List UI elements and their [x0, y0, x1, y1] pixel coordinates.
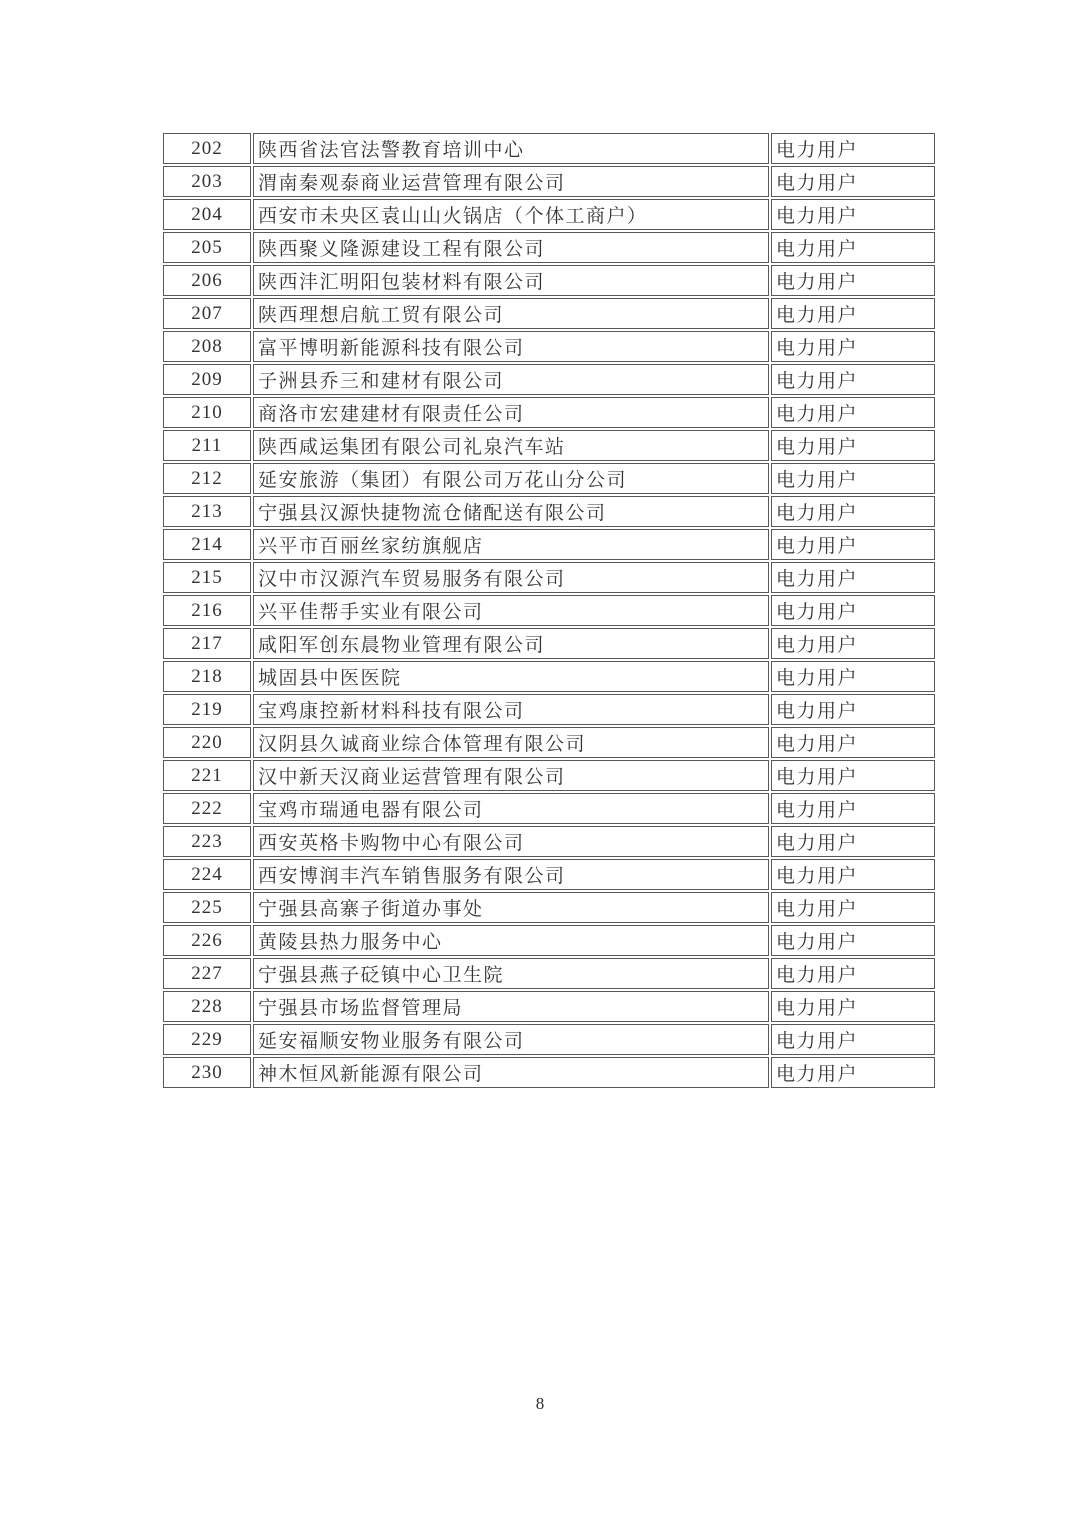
company-name-cell: 西安英格卡购物中心有限公司	[253, 826, 769, 857]
table-row	[163, 1057, 935, 1088]
row-number-cell: 224	[163, 859, 251, 890]
table-row	[163, 298, 935, 329]
table-row	[163, 529, 935, 560]
row-number-cell: 219	[163, 694, 251, 725]
row-number-cell: 226	[163, 925, 251, 956]
company-name-cell: 陕西咸运集团有限公司礼泉汽车站	[253, 430, 769, 461]
table-row	[163, 991, 935, 1022]
table-row	[163, 199, 935, 230]
row-number-cell: 217	[163, 628, 251, 659]
company-name-cell: 宁强县汉源快捷物流仓储配送有限公司	[253, 496, 769, 527]
user-type-cell: 电力用户	[771, 1057, 935, 1088]
user-type-cell: 电力用户	[771, 529, 935, 560]
row-number-cell: 214	[163, 529, 251, 560]
table-row	[163, 265, 935, 296]
table-row	[163, 463, 935, 494]
row-number-cell: 202	[163, 133, 251, 164]
row-number-cell: 221	[163, 760, 251, 791]
company-name-cell: 西安市未央区袁山山火锅店（个体工商户）	[253, 199, 769, 230]
row-number-cell: 228	[163, 991, 251, 1022]
user-type-cell: 电力用户	[771, 430, 935, 461]
company-name-cell: 黄陵县热力服务中心	[253, 925, 769, 956]
table-row	[163, 397, 935, 428]
row-number-cell: 209	[163, 364, 251, 395]
user-type-cell: 电力用户	[771, 331, 935, 362]
user-type-cell: 电力用户	[771, 628, 935, 659]
row-number-cell: 220	[163, 727, 251, 758]
company-name-cell: 汉中市汉源汽车贸易服务有限公司	[253, 562, 769, 593]
users-table	[161, 131, 937, 1090]
table-row	[163, 793, 935, 824]
company-name-cell: 宁强县高寨子街道办事处	[253, 892, 769, 923]
row-number-cell: 222	[163, 793, 251, 824]
company-name-cell: 延安旅游（集团）有限公司万花山分公司	[253, 463, 769, 494]
user-type-cell: 电力用户	[771, 991, 935, 1022]
table-row	[163, 331, 935, 362]
company-name-cell: 宁强县市场监督管理局	[253, 991, 769, 1022]
user-type-cell: 电力用户	[771, 199, 935, 230]
user-type-cell: 电力用户	[771, 133, 935, 164]
user-type-cell: 电力用户	[771, 298, 935, 329]
table-row	[163, 232, 935, 263]
company-name-cell: 陕西理想启航工贸有限公司	[253, 298, 769, 329]
company-name-cell: 延安福顺安物业服务有限公司	[253, 1024, 769, 1055]
company-name-cell: 宝鸡康控新材料科技有限公司	[253, 694, 769, 725]
user-type-cell: 电力用户	[771, 463, 935, 494]
table-row	[163, 364, 935, 395]
table-row	[163, 628, 935, 659]
company-name-cell: 渭南秦观泰商业运营管理有限公司	[253, 166, 769, 197]
row-number-cell: 223	[163, 826, 251, 857]
company-name-cell: 神木恒风新能源有限公司	[253, 1057, 769, 1088]
user-type-cell: 电力用户	[771, 166, 935, 197]
row-number-cell: 210	[163, 397, 251, 428]
company-name-cell: 兴平市百丽丝家纺旗舰店	[253, 529, 769, 560]
user-type-cell: 电力用户	[771, 958, 935, 989]
user-type-cell: 电力用户	[771, 925, 935, 956]
company-name-cell: 陕西沣汇明阳包装材料有限公司	[253, 265, 769, 296]
user-type-cell: 电力用户	[771, 1024, 935, 1055]
company-name-cell: 商洛市宏建建材有限责任公司	[253, 397, 769, 428]
row-number-cell: 229	[163, 1024, 251, 1055]
table-row	[163, 694, 935, 725]
row-number-cell: 205	[163, 232, 251, 263]
company-name-cell: 城固县中医医院	[253, 661, 769, 692]
table-row	[163, 166, 935, 197]
user-type-cell: 电力用户	[771, 727, 935, 758]
user-type-cell: 电力用户	[771, 496, 935, 527]
user-type-cell: 电力用户	[771, 826, 935, 857]
page-number: 8	[535, 1394, 545, 1413]
table-row	[163, 430, 935, 461]
row-number-cell: 208	[163, 331, 251, 362]
table-row	[163, 859, 935, 890]
user-type-cell: 电力用户	[771, 265, 935, 296]
row-number-cell: 218	[163, 661, 251, 692]
company-name-cell: 西安博润丰汽车销售服务有限公司	[253, 859, 769, 890]
user-type-cell: 电力用户	[771, 892, 935, 923]
row-number-cell: 207	[163, 298, 251, 329]
user-type-cell: 电力用户	[771, 793, 935, 824]
row-number-cell: 213	[163, 496, 251, 527]
row-number-cell: 204	[163, 199, 251, 230]
row-number-cell: 206	[163, 265, 251, 296]
table-row	[163, 826, 935, 857]
table-row	[163, 727, 935, 758]
user-type-cell: 电力用户	[771, 859, 935, 890]
user-type-cell: 电力用户	[771, 232, 935, 263]
user-type-cell: 电力用户	[771, 397, 935, 428]
company-name-cell: 宝鸡市瑞通电器有限公司	[253, 793, 769, 824]
user-type-cell: 电力用户	[771, 562, 935, 593]
row-number-cell: 203	[163, 166, 251, 197]
user-type-cell: 电力用户	[771, 694, 935, 725]
user-type-cell: 电力用户	[771, 661, 935, 692]
row-number-cell: 227	[163, 958, 251, 989]
row-number-cell: 230	[163, 1057, 251, 1088]
table-row	[163, 1024, 935, 1055]
table-row	[163, 133, 935, 164]
table-row	[163, 496, 935, 527]
row-number-cell: 225	[163, 892, 251, 923]
table-row	[163, 562, 935, 593]
user-type-cell: 电力用户	[771, 364, 935, 395]
company-name-cell: 陕西省法官法警教育培训中心	[253, 133, 769, 164]
company-name-cell: 咸阳军创东晨物业管理有限公司	[253, 628, 769, 659]
row-number-cell: 211	[163, 430, 251, 461]
company-name-cell: 子洲县乔三和建材有限公司	[253, 364, 769, 395]
row-number-cell: 215	[163, 562, 251, 593]
table-row	[163, 892, 935, 923]
table-row	[163, 958, 935, 989]
row-number-cell: 216	[163, 595, 251, 626]
table-row	[163, 925, 935, 956]
company-name-cell: 陕西聚义隆源建设工程有限公司	[253, 232, 769, 263]
company-name-cell: 富平博明新能源科技有限公司	[253, 331, 769, 362]
company-name-cell: 宁强县燕子砭镇中心卫生院	[253, 958, 769, 989]
user-table-body	[163, 133, 935, 1088]
company-name-cell: 汉阴县久诚商业综合体管理有限公司	[253, 727, 769, 758]
company-name-cell: 兴平佳帮手实业有限公司	[253, 595, 769, 626]
row-number-cell: 212	[163, 463, 251, 494]
user-type-cell: 电力用户	[771, 595, 935, 626]
table-row	[163, 595, 935, 626]
user-type-cell: 电力用户	[771, 760, 935, 791]
table-row	[163, 760, 935, 791]
company-name-cell: 汉中新天汉商业运营管理有限公司	[253, 760, 769, 791]
table-row	[163, 661, 935, 692]
